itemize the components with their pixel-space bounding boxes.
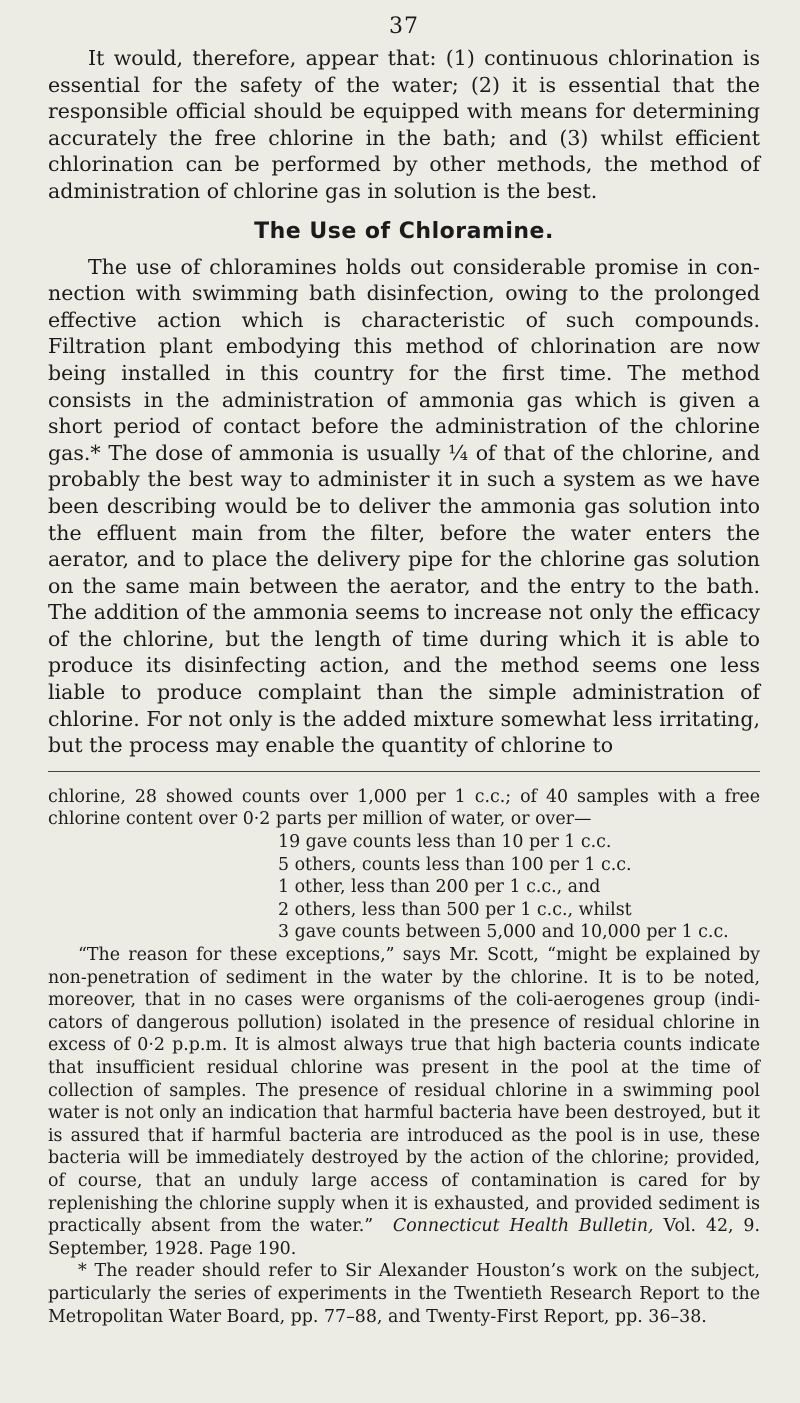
- footnote-block: [48, 786, 760, 1328]
- intro-paragraph: It would, therefore, appear that: (1) continuous chlorination is essential for the safety of the water; (2) it is essential that the responsible official should be equipped with means for determining accurately the free chlorine in the bath; and (3) whilst efficient chlorination can be performed by other methods, the method of administration of chlorine gas in solution is the best.: [48, 46, 760, 203]
- quote-text: “The reason for these exceptions,” says Mr. Scott, “might be explained by non-penetration of sediment in the water by the chlorine. It is to be noted, moreover, that in no cases were organisms of the coli-aerogenes group (indi-cators of dangerous pollution) isolated in the presence of residual chlorine in excess of 0·2 p.p.m. It is almost always true that high bacteria counts indicate that insufficient residual chlorine was present in the pool at the time of collection of samples. The presence of residual chlorine in a swimming pool water is not only an indication that harmful bacteria have been destroyed, but it is assured that if harmful bacteria are introduced as the pool is in use, these bacteria will be immediately destroyed by the action of the chlorine; provided, of course, that an unduly large access of contamination is cared for by replenishing the chlorine supply when it is exhausted, and provided sediment is practically absent from the water.”: [48, 945, 760, 1237]
- count-item: 5 others, counts less than 100 per 1 c.c.: [278, 854, 632, 875]
- footnote-divider: [48, 771, 760, 772]
- footnote-continuation: chlorine, 28 showed counts over 1,000 per 1 c.c.; of 40 samples with a free chlorine content over 0·2 parts per million of water, or over—: [48, 786, 760, 830]
- quote-paragraph: [48, 944, 760, 1260]
- count-item: 1 other, less than 200 per 1 c.c., and: [278, 877, 601, 898]
- count-item: 19 gave counts less than 10 per 1 c.c.: [278, 832, 612, 853]
- source-details: Vol. 42, 9. September, 1928. Page 190.: [48, 1216, 761, 1259]
- document-page: [48, 14, 760, 1328]
- count-item: 2 others, less than 500 per 1 c.c., whilst: [278, 899, 632, 920]
- star-footnote: * The reader should refer to Sir Alexander Houston’s work on the subject, particularly the series of experiments in the Twentieth Research Report to the Metropolitan Water Board, pp. 77–88, and Twenty-First Report, pp. 36–38.: [48, 1261, 760, 1327]
- count-item: 3 gave counts between 5,000 and 10,000 per 1 c.c.: [278, 922, 729, 943]
- page-number: 37: [389, 14, 419, 39]
- chloramine-paragraph: The use of chloramines holds out considerable promise in con-nection with swimming bath disinfection, owing to the prolonged effective action which is characteristic of such compounds. Filtration plant embodying this method of chlorination are now being installed in this country for the first time. The method consists in the administration of ammonia gas which is given a short period of contact before the administration of the chlorine gas.* The dose of ammonia is usually ¼ of that of the chlorine, and probably the best way to administer it in such a system as we have been describing would be to deliver the ammonia gas solution into the effluent main from the filter, before the water enters the aerator, and to place the delivery pipe for the chlorine gas solution on the same main between the aerator, and the entry to the bath. The addition of the ammonia seems to increase not only the efficacy of the chlorine, but the length of time during which it is able to produce its disinfecting action, and the method seems one less liable to produce complaint than the simple administration of chlorine. For not only is the added mixture somewhat less irritating, but the process may enable the quantity of chlorine to: [48, 254, 760, 758]
- source-title: Connecticut Health Bulletin,: [392, 1216, 654, 1237]
- section-heading: The Use of Chloramine.: [254, 218, 554, 244]
- sample-counts-list: [48, 831, 760, 944]
